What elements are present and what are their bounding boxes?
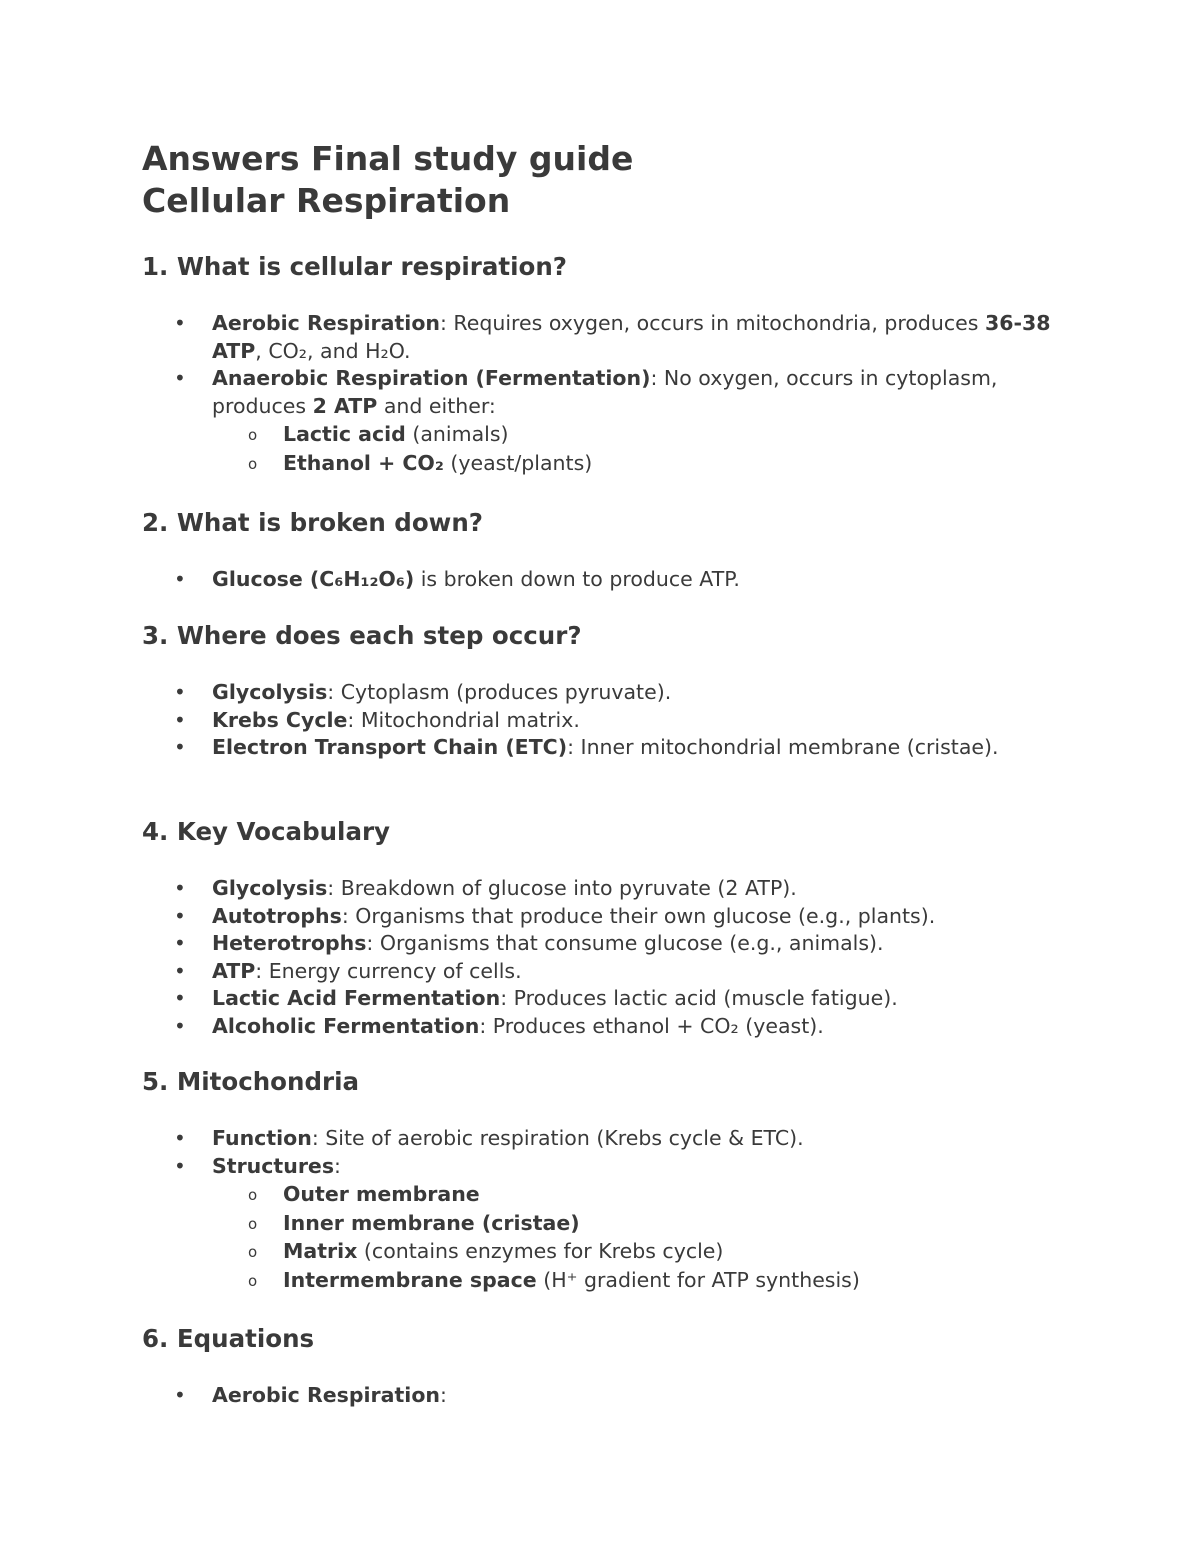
section-heading: 2. What is broken down? xyxy=(142,508,483,537)
bullet-icon: • xyxy=(174,903,186,928)
sub-list-item: o Inner membrane (cristae) xyxy=(212,1209,1062,1238)
section-heading: 6. Equations xyxy=(142,1324,315,1353)
sub-list-item: o Lactic acid (animals) xyxy=(212,420,1062,449)
circle-bullet-icon: o xyxy=(248,1243,258,1261)
section-heading: 3. Where does each step occur? xyxy=(142,621,582,650)
circle-bullet-icon: o xyxy=(248,426,258,444)
bullet-icon: • xyxy=(174,1013,186,1038)
title-line-1: Answers Final study guide xyxy=(142,139,634,178)
list-item: • Heterotrophs: Organisms that consume glucose (e.g., animals). xyxy=(0,930,1062,958)
list-item: • Structures: o Outer membrane o Inner membrane (cristae) o Matrix (contains enzymes for Krebs cycle) o Intermembrane space (H⁺ gradient for ATP synthesis) xyxy=(0,1153,1062,1295)
list-item: • ATP: Energy currency of cells. xyxy=(0,958,1062,986)
list-item: • Function: Site of aerobic respiration (Krebs cycle & ETC). xyxy=(0,1125,1062,1153)
bullet-list xyxy=(0,1125,1062,1294)
sub-list-item: o Matrix (contains enzymes for Krebs cycle) xyxy=(212,1237,1062,1266)
title-line-2: Cellular Respiration xyxy=(142,181,511,220)
list-item: • Aerobic Respiration: xyxy=(0,1382,1062,1410)
bullet-icon: • xyxy=(174,958,186,983)
circle-bullet-icon: o xyxy=(248,1186,258,1204)
list-item: • Glycolysis: Cytoplasm (produces pyruvate). xyxy=(0,679,1062,707)
section-heading: 4. Key Vocabulary xyxy=(142,817,391,846)
bullet-icon: • xyxy=(174,311,186,335)
circle-bullet-icon: o xyxy=(248,454,258,473)
section-heading: 1. What is cellular respiration? xyxy=(142,252,567,281)
list-item: • Alcoholic Fermentation: Produces ethanol + CO₂ (yeast). xyxy=(0,1013,1062,1041)
bullet-icon: • xyxy=(174,931,186,955)
bullet-icon: • xyxy=(174,707,186,732)
bullet-icon: • xyxy=(174,876,186,900)
bullet-icon: • xyxy=(174,567,186,591)
sub-bullet-list xyxy=(212,420,1062,477)
list-item: • Autotrophs: Organisms that produce their own glucose (e.g., plants). xyxy=(0,903,1062,931)
list-item: • Glycolysis: Breakdown of glucose into pyruvate (2 ATP). xyxy=(0,875,1062,903)
circle-bullet-icon: o xyxy=(248,1214,258,1233)
bullet-icon: • xyxy=(174,1153,186,1178)
sub-bullet-list xyxy=(212,1180,1062,1294)
bullet-icon: • xyxy=(174,366,186,390)
bullet-list xyxy=(0,310,1062,477)
list-item: • Glucose (C₆H₁₂O₆) is broken down to produce ATP. xyxy=(0,566,1062,594)
bullet-list xyxy=(0,1382,1062,1410)
bullet-list xyxy=(0,875,1062,1040)
list-item: • Aerobic Respiration: Requires oxygen, occurs in mitochondria, produces 36-38 ATP, CO₂, and H₂O. xyxy=(174,311,1051,363)
section-heading: 5. Mitochondria xyxy=(142,1067,359,1096)
sub-list-item: o Intermembrane space (H⁺ gradient for ATP synthesis) xyxy=(212,1266,1062,1295)
list-item: • Anaerobic Respiration (Fermentation): No oxygen, occurs in cytoplasm, produces 2 ATP and either: o Lactic acid (animals) o Ethanol + CO₂ (yeast/plants) xyxy=(0,365,1062,477)
list-item: • Electron Transport Chain (ETC): Inner mitochondrial membrane (cristae). xyxy=(0,734,1062,762)
bullet-list xyxy=(0,566,1062,594)
bullet-icon: • xyxy=(174,986,186,1010)
bullet-list xyxy=(0,679,1062,762)
circle-bullet-icon: o xyxy=(248,1271,258,1290)
bullet-icon: • xyxy=(174,680,186,704)
list-item: • Lactic Acid Fermentation: Produces lactic acid (muscle fatigue). xyxy=(0,985,1062,1013)
bullet-icon: • xyxy=(174,1383,186,1407)
bullet-icon: • xyxy=(174,1126,186,1150)
list-item: • Krebs Cycle: Mitochondrial matrix. xyxy=(0,707,1062,735)
document-title xyxy=(142,138,633,222)
sub-list-item: o Outer membrane xyxy=(212,1180,1062,1209)
sub-list-item: o Ethanol + CO₂ (yeast/plants) xyxy=(212,449,1062,478)
bullet-icon: • xyxy=(174,735,186,759)
